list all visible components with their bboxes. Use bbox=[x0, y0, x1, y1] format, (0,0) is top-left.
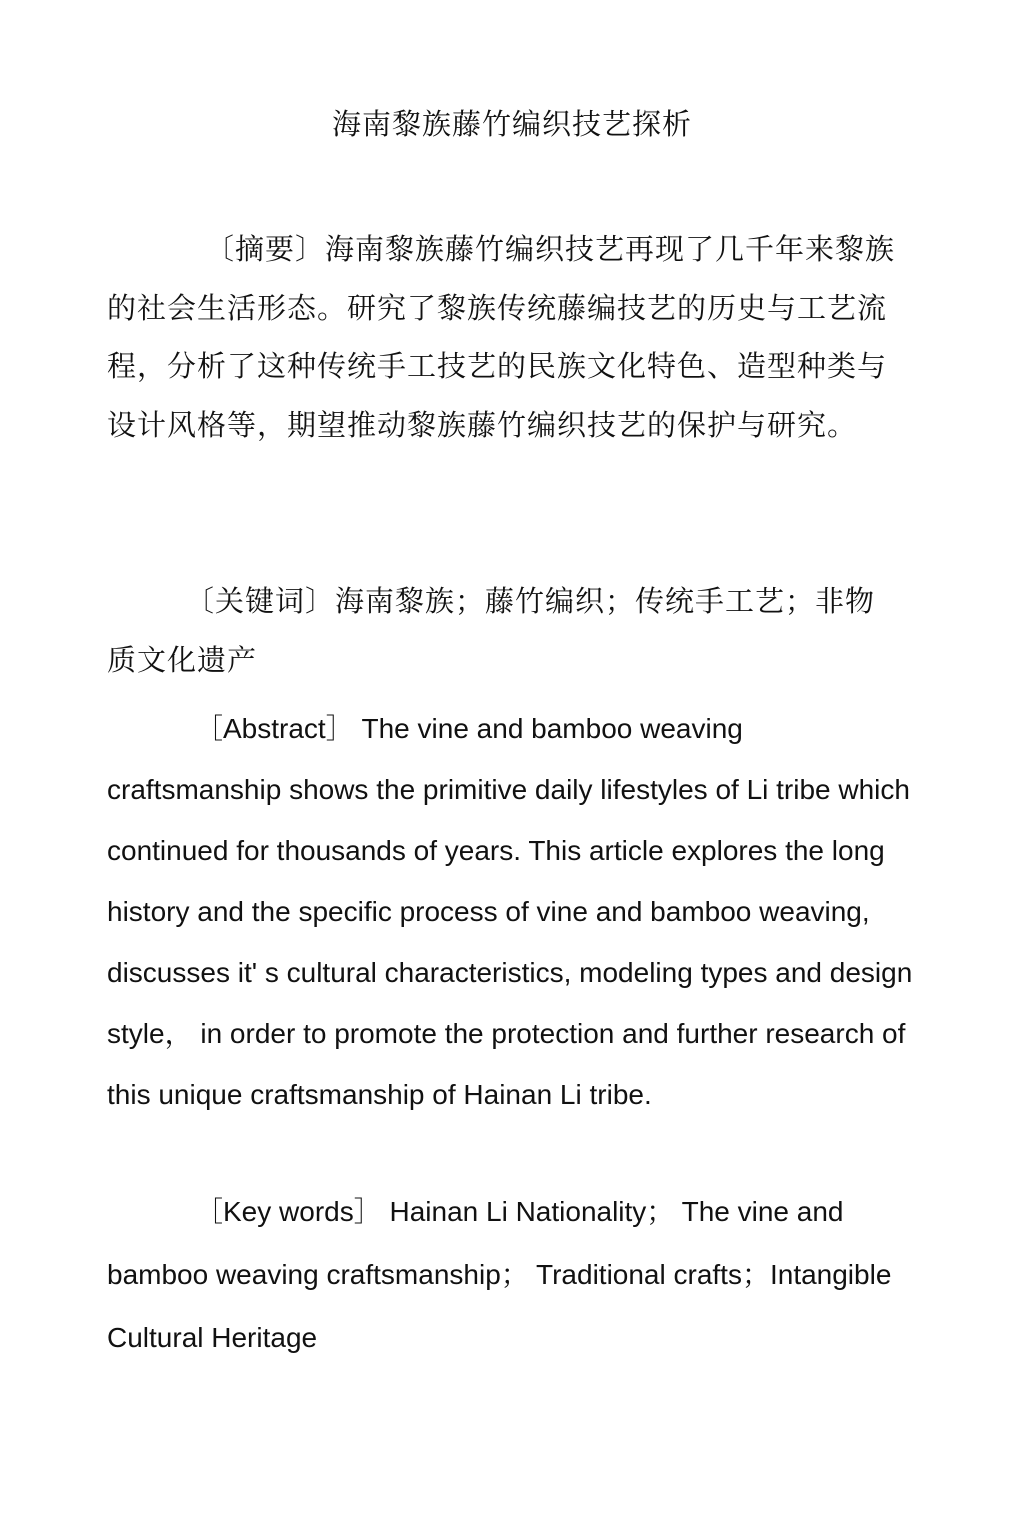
keywords-en bbox=[107, 1180, 919, 1369]
abstract-cn-text: 海南黎族藤竹编织技艺再现了几千年来黎族的社会生活形态。研究了黎族传统藤编技艺的历史与工艺流程，分析了这种传统手工技艺的民族文化特色、造型种类与设计风格等，期望推动黎族藤竹编织技艺的保护与研究。 bbox=[107, 232, 896, 442]
keywords-cn bbox=[107, 572, 897, 689]
paper-title: 海南黎族藤竹编织技艺探析 bbox=[331, 107, 692, 141]
abstract-cn bbox=[107, 220, 897, 454]
abstract-cn-label: 〔摘要〕 bbox=[205, 232, 326, 266]
abstract-en-label: ［Abstract］ bbox=[195, 713, 354, 744]
abstract-en-text: The vine and bamboo weaving craftsmanship shows the primitive daily lifestyles of Li tribe which continued for thousands of years. This article explores the long history and the specific process of vine and bamboo weaving, discusses it' s cultural characteristics, modeling types and design style， in order to promote the protection and further research of this unique craftsmanship of Hainan Li tribe. bbox=[107, 713, 913, 1110]
keywords-en-text: Hainan Li Nationality； The vine and bamboo weaving craftsmanship； Traditional crafts；Intangible Cultural Heritage bbox=[107, 1196, 892, 1353]
keywords-cn-text: 海南黎族；藤竹编织；传统手工艺；非物质文化遗产 bbox=[107, 584, 876, 677]
keywords-cn-label: 〔关键词〕 bbox=[185, 584, 336, 618]
abstract-en bbox=[107, 698, 919, 1125]
keywords-en-label: ［Key words］ bbox=[195, 1196, 382, 1227]
